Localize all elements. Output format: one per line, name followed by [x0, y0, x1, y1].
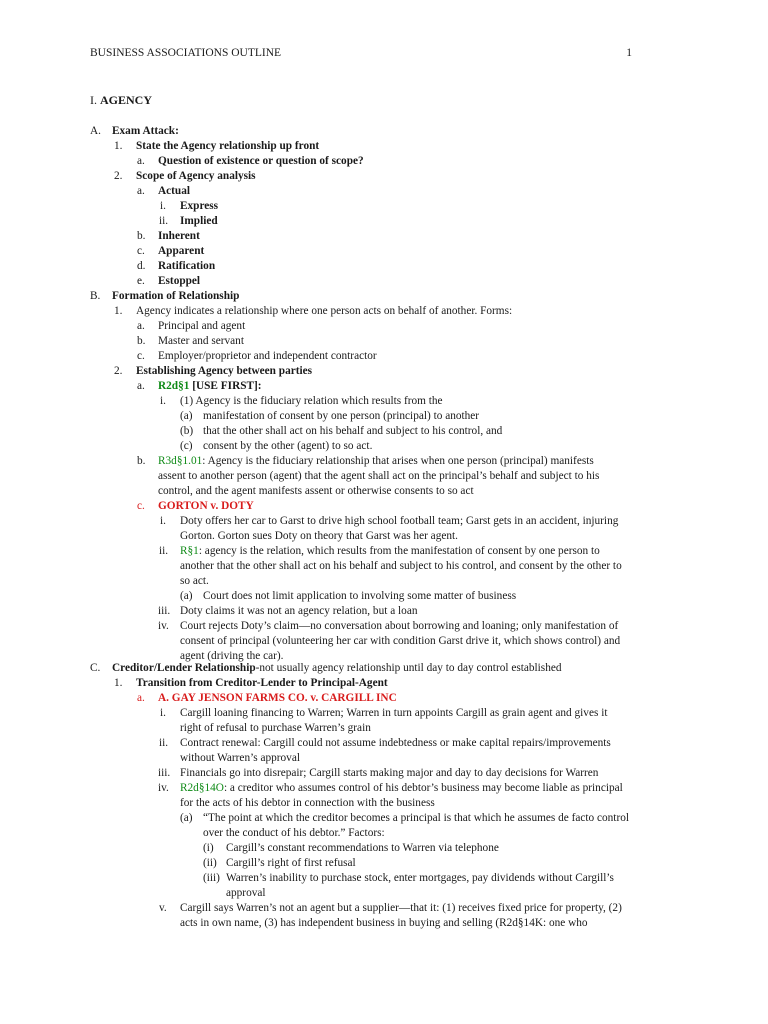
citation-r2d1: R2d§1	[158, 380, 190, 392]
page-header	[90, 47, 632, 59]
header-title: BUSINESS ASSOCIATIONS OUTLINE	[90, 47, 282, 59]
section-title: AGENCY	[100, 93, 153, 107]
document-page: BUSINESS ASSOCIATIONS OUTLINE 1 I. AGENCY A. Exam Attack: 1. State the Agency relationship up front a. Question of existence or question of scope? 2. Scope of Agency analysis a. Actual i. Express ii. Implied b. Inherent c. Apparent d. Ratification e. Estoppel B. Formation of Relationship 1. Agency indicates a relationship where one person acts on behalf of another. Forms: a. Principal and agent b. Master and servant c. Employer/proprietor and independent contractor 2. Establishing Agency between parties a. R2d§1 [USE FIRST]: i. (1) Agency is the fiduciary relation which results from the (a) manifestation of consent by one person (principal) to another (b) that the other shall act on his behalf and subject to his control, and (c) consent by the other (agent) to so act. b. R3d§1.01: Agency is the fiduciary relationship that arises when one person (principal) manifests assent to another person (agent) that the agent shall act on the principal’s behalf and subject to his control, and the agent manifests assent or otherwise consents to so act c. GORTON v. DOTY i. Doty offers her car to Garst to drive high school football team; Garst gets in an accident, injuring Gorton. Gorton sues Doty on theory that Garst was her agent. ii. R§1: agency is the relation, which results from the manifestation of consent by one person to another that the other shall act on his behalf and subject to his control, and consent by the other to so act. (a) Court does not limit application to involving some matter of business iii. Doty claims it was not an agency relation, but a loan iv. Court rejects Doty’s claim—no conversation about borrowing and loaning; only manifestation of consent of principal (volunteering her car with condition Garst drive it, which shows control) and agent (driving the car). C. Creditor/Lender Relationship-not usually agency relationship until day to day control established 1. Transition from Creditor-Lender to Principal-Agent a. A. GAY JENSON FARMS CO. v. CARGILL INC i. Cargill loaning financing to Warren; Warren in turn appoints Cargill as grain agent and gives it right of refusal to purchase Warren’s grain ii. Contract renewal: Cargill could not assume indebtedness or make capital repairs/improvements without Warren’s approval iii. Financials go into disrepair; Cargill starts making major and day to day decisions for Warren iv. R2d§14O: a creditor who assumes control of his debtor’s business may become liable as principal for the acts of his debtor in connection with the business (a) “The point at which the creditor becomes a principal is that which he assumes de facto control over the conduct of his debtor.” Factors: (i) Cargill’s constant recommendations to Warren via telephone (ii) Cargill’s right of first refusal (iii) Warren’s inability to purchase stock, enter mortgages, pay dividends without Cargill’s approval v. Cargill says Warren’s not an agent but a supplier—that it: (1) receives fixed price for property, (2) acts in own name, (3) has independent business in buying and selling (R2d§14K: one who	[90, 47, 632, 929]
page-number: 1	[626, 47, 632, 59]
section-marker: I.	[90, 93, 97, 107]
case-name-cargill: A. GAY JENSON FARMS CO. v. CARGILL INC	[158, 692, 397, 704]
citation-r2d14o: R2d§14O	[180, 782, 224, 794]
case-name-gorton: GORTON v. DOTY	[158, 500, 254, 512]
citation-r3d101: R3d§1.01	[158, 455, 203, 467]
citation-r1: R§1	[180, 545, 199, 557]
